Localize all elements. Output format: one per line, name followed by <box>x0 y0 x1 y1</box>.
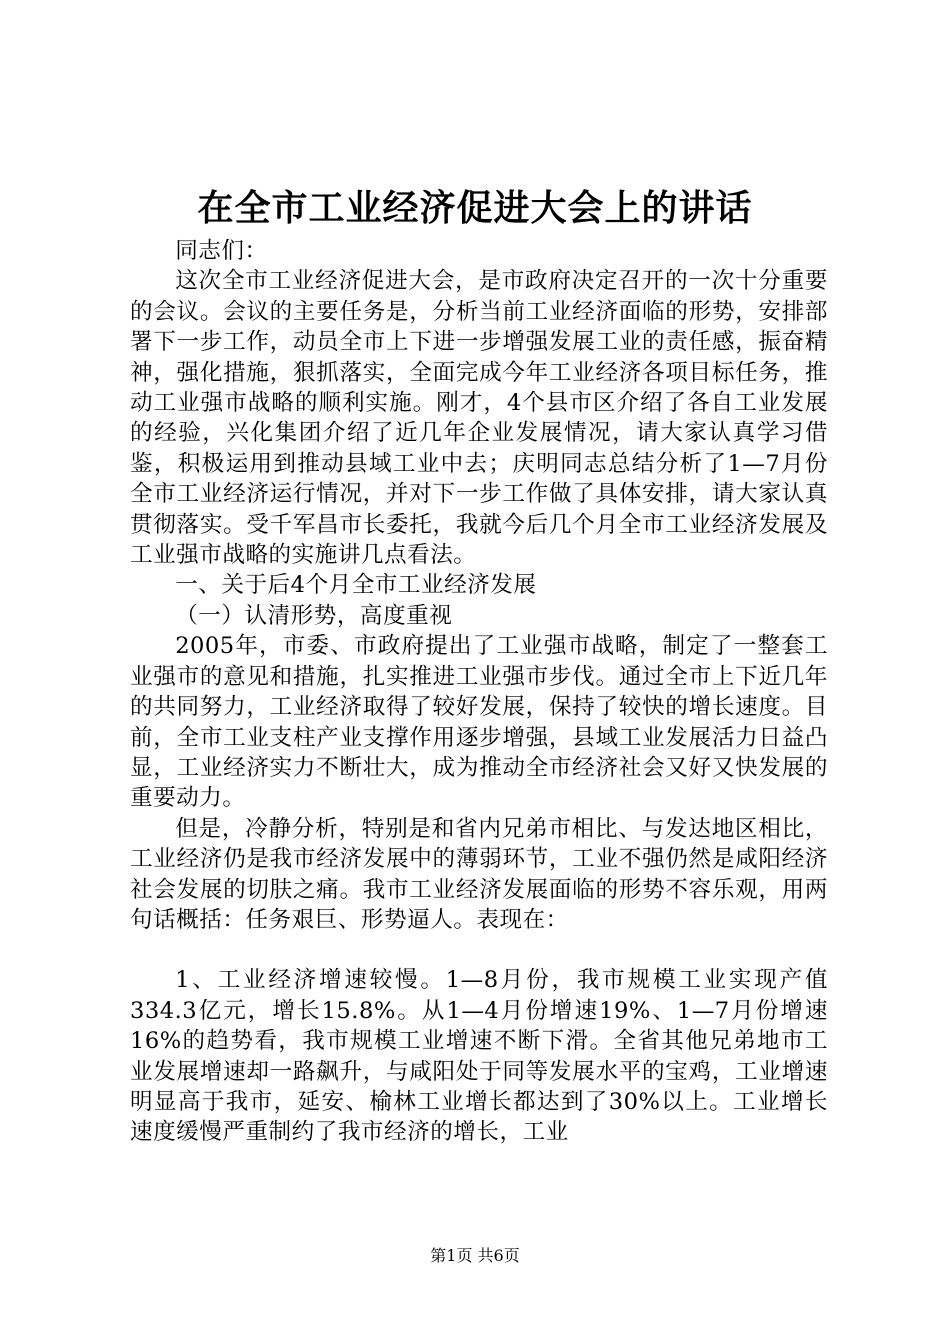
paragraph: 1、工业经济增速较慢。1—8月份，我市规模工业实现产值334.3亿元，增长15.8%。从1—4月份增速19%、1—7月份增速16%的趋势看，我市规模工业增速不断下滑。全省其他兄弟地市工业发展增速却一路飙升，与咸阳处于同等发展水平的宝鸡，工业增速明显高于我市，延安、榆林工业增长都达到了30%以上。工业增长速度缓慢严重制约了我市经济的增长，工业 <box>130 967 828 1146</box>
section-heading: 一、关于后4个月全市工业经济发展 <box>175 572 537 599</box>
subsection-heading: （一）认清形势，高度重视 <box>175 602 453 629</box>
page-number-footer: 第1页 共6页 <box>430 1246 520 1265</box>
salutation: 同志们： <box>175 238 268 264</box>
document-title: 在全市工业经济促进大会上的讲话 <box>197 187 753 229</box>
document-body <box>130 236 828 1148</box>
paragraph: 但是，冷静分析，特别是和省内兄弟市相比、与发达地区相比，工业经济仍是我市经济发展中的薄弱环节，工业不强仍然是咸阳经济社会发展的切肤之痛。我市工业经济发展面临的形势不容乐观，用两句话概括：任务艰巨、形势逼人。表现在： <box>130 815 828 933</box>
paragraph: 2005年，市委、市政府提出了工业强市战略，制定了一整套工业强市的意见和措施，扎实推进工业强市步伐。通过全市上下近几年的共同努力，工业经济取得了较好发展，保持了较快的增长速度。目前，全市工业支柱产业支撑作用逐步增强，县域工业发展活力日益凸显，工业经济实力不断壮大，成为推动全市经济社会又好又快发展的重要动力。 <box>130 633 828 812</box>
paragraph-intro: 这次全市工业经济促进大会，是市政府决定召开的一次十分重要的会议。会议的主要任务是，分析当前工业经济面临的形势，安排部署下一步工作，动员全市上下进一步增强发展工业的责任感，振奋精神，强化措施，狠抓落实，全面完成今年工业经济各项目标任务，推动工业强市战略的顺利实施。刚才，4个县市区介绍了各自工业发展的经验，兴化集团介绍了近几年企业发展情况，请大家认真学习借鉴，积极运用到推动县域工业中去；庆明同志总结分析了1—7月份全市工业经济运行情况，并对下一步工作做了具体安排，请大家认真贯彻落实。受千军昌市长委托，我就今后几个月全市工业经济发展及工业强市战略的实施讲几点看法。 <box>130 268 828 569</box>
